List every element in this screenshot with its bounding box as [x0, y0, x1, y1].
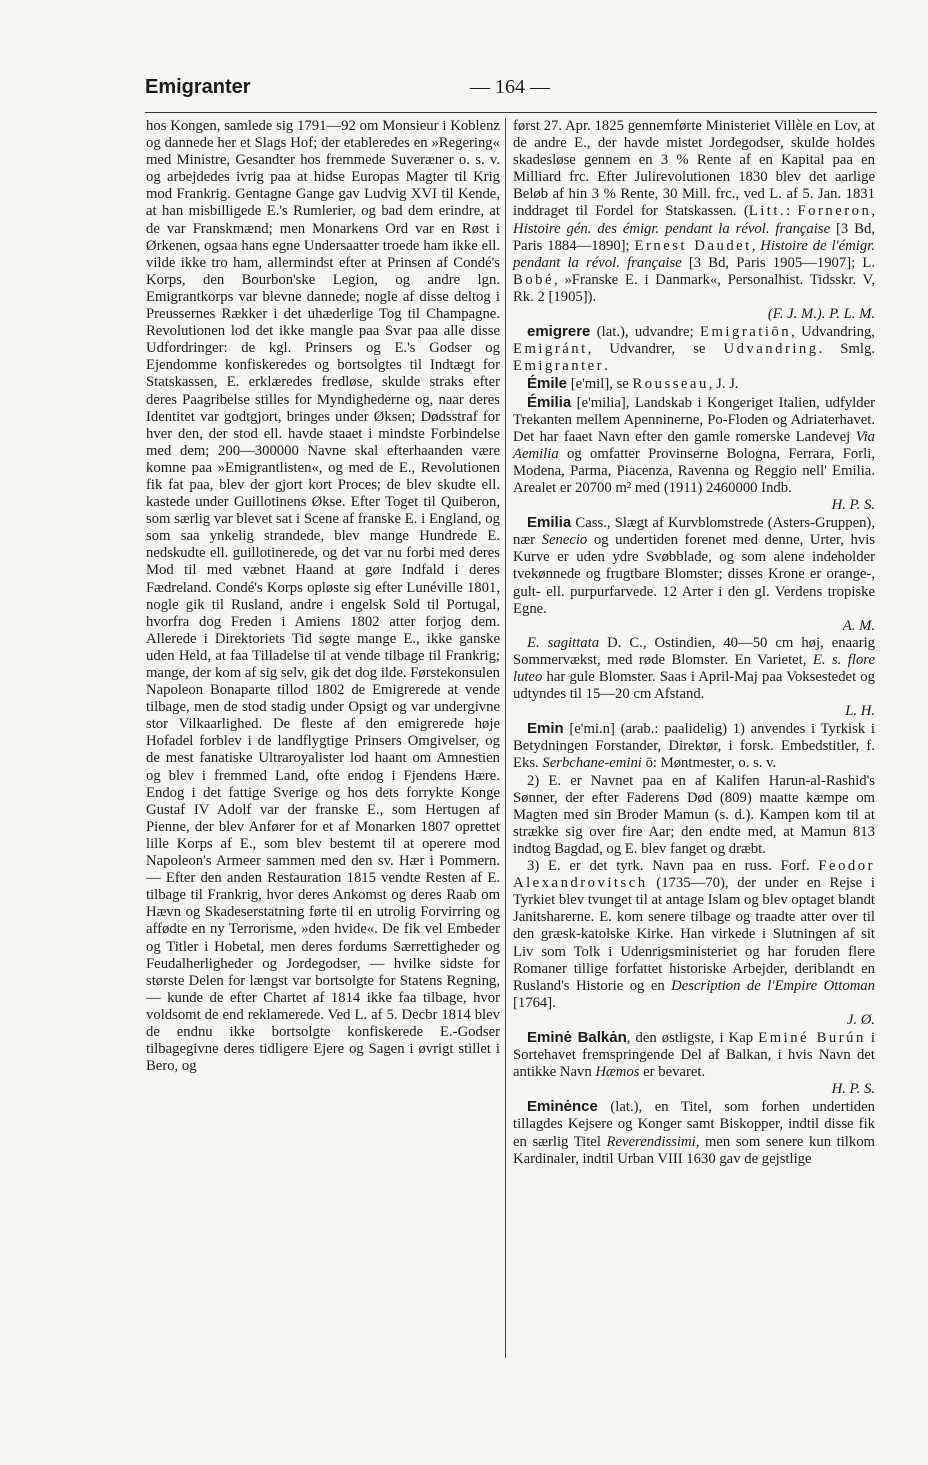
headword: Eminė Balkȧn: [527, 1028, 627, 1046]
running-head-word: Emigranter: [145, 76, 251, 98]
entry-emile: Émile [e'mil], se Rousseau, J. J.: [527, 375, 739, 393]
entry-eminence: Eminėnce (lat.), en Titel, som forhen undertiden tillagdes Kejsere og Konger samt Biskopper, indtil disse fik en særlig Titel Reverendissimi, men som senere kun tilkom Kardinaler, indtil Urban VIII 1630 gav de gejstlige: [513, 1098, 875, 1167]
signature: J. Ø.: [846, 1011, 875, 1028]
entry-emilia-plant: Emilia Cass., Slægt af Kurvblomstrede (Asters-Gruppen), nær Senecio og undertiden forenet med denne, Urter, hvis Kurve er uden ydre Svøbblade, og som alene indeholder tvekønnede og frugtbare Blomster; disses Krone er orange-, gult- ell. purpurfarvede. 12 Arter i den gl. Verdens tropiske Egne. A. M.: [513, 514, 875, 634]
signature: (F. J. M.). P. L. M.: [767, 306, 875, 323]
headword: emigrere: [527, 323, 591, 341]
entry-emilia: Émilia [e'milia], Landskab i Kongeriget Italien, udfylder Trekanten mellem Apenninerne, Po-Floden og Adriaterhavet. Det har faaet Navn efter den gamle romerske Landevej Via Aemilia og omfatter Provinserne Bologna, Ferrara, Forli, Modena, Parma, Piacenza, Ravenna og Reggio nell' Emilia. Arealet er 20700 m² med (1911) 2460000 Indb. H. P. S.: [513, 393, 875, 514]
entry-emin-3: 3) E. er det tyrk. Navn paa en russ. Forf. Feodor Alexandrovitsch (1735—70), der under en Rejse i Tyrkiet blev tvunget til at antage Islam og blev optaget blandt Janitsharerne. E. kom senere tilbage og traadte atter over til den græsk-katolske Kirke. Han virkede i Slutningen af sit Liv som Tolk i Udenrigsministeriet og har foruden flere Romaner tillige forfattet historiske Arbejder, deriblandt en Rusland's Historie og en Description de l'Empire Ottoman [1764]. J. Ø.: [513, 858, 875, 1028]
entry-emilia-sagittata: E. sagittata D. C., Ostindien, 40—50 cm høj, enaarig Sommervækst, med røde Blomster. En Varietet, E. s. flore luteo har gule Blomster. Saas i April-Maj paa Voksestedet og udtyndes til 15—20 cm Afstand. L. H.: [513, 634, 876, 720]
column-divider: [505, 118, 506, 1358]
right-column: [513, 118, 875, 1168]
entry-emin-2: 2) E. er Navnet paa en af Kalifen Harun-al-Rashid's Sønner, der efter Faderens Død (809) maatte kæmpe om Magten med sin Broder Mamun (s. d.). Kampen kom til at strække sig over fire Aar; den endte med, at Mamun 813 indtog Bagdad, og E. blev fanget og dræbt.: [513, 772, 875, 857]
signature: H. P. S.: [831, 497, 875, 514]
signature: L. H.: [845, 703, 875, 720]
signature: H. P. S.: [831, 1081, 875, 1098]
header-rule: [145, 112, 877, 113]
headword: Émilia: [527, 393, 572, 411]
entry-emigrere: emigrere (lat.), udvandre; Emigratiōn, Udvandring, Emigránt, Udvandrer, se Udvandring. Smlg. Emigranter.: [513, 323, 875, 375]
page-header: [145, 74, 875, 104]
emigranter-continuation: hos Kongen, samlede sig 1791—92 om Monsieur i Koblenz og dannede her et Slags Hof; der etableredes en »Regering« med Ministre, Gesandter hos fremmede Suveræner o. s. v. og arbejdedes ivrig paa at hidse Europas Magter til Krig mod Frankrig. Gentagne Gange gav Ludvig XVI til Kende, at han misbilligede E.'s Rumlerier, og bad dem erindre, at de var Franskmænd; men Monarkens Ord var en Røst i Ørkenen, ogsaa hans egne Undersaatter troede ham ikke ell. vilde ikke tro ham, allermindst efter at Prinsen af Condé's Korps, den Bourbon'ske Legion, og andre lgn. Emigrantkorps var blevne dannede; nogle af disse deltog i Preussernes Rækker i det uhæderlige Tog til Champagne. Revolutionen lod det ikke mangle paa Svar paa alle disse Udfordringer: de kgl. Prinsers og E.'s Godser og Ejendomme konfiskeredes og bortsolgtes til Indtægt for Statskassen, E. erklæredes fredløse, skulde straks efter deres Paagribelse stilles for Myndighederne og, naar deres Identitet var godtgjort, bringes under Øksen; Dødsstraf for hver den, der stod ell. havde staaet i mindste Forbindelse med dem; 200—300000 Navne skal efterhaanden være komne paa »Emigrantlisten«, og med de E., Revolutionen fik fat paa, blev der gjort kort Proces; de blev skudte ell. kastede under Guillotinens Økse. Efter Toget til Quiberon, som særlig var blevet sat i Scene af franske E. i England, og som saa ynkelig strandede, blev mange Hundrede E. nedskudte ell. guillotinerede, og det var nu forbi med deres Mod til med væbnet Haand at gøre Indfald i deres Fædreland. Condé's Korps opløste sig efter Lunéville 1801, nogle gik til Rusland, andre i engelsk Sold til Portugal, hvorfra dog Freden i Amiens 1802 atter forjog dem. Allerede i Direktoriets Tid søgte mange E., ikke ganske uden Held, at faa Tilladelse til at vende tilbage til Frankrig; mange, der kom af sig selv, gik det dog ilde. Førstekonsulen Napoleon Bonaparte tillod 1802 de Emigrerede at vende tilbage, men de stod stadig under Opsigt og var undergivne stor Vilkaarlighed. De fleste af den emigrerede høje Hofadel forblev i de landflygtige Prinsers Omgivelser, og de mest fanatiske Ultraroyalister lod haant om Amnestien og blev i fremmed Land, ofte endog i Fjendens Hære. Endog i det fattige Sverige og hos dets forrykte Konge Gustaf IV Adolf var der franske E., som Hertugen af Pienne, der blev Anfører for et af Monarken 1807 oprettet lille Korps af E., som blev bestemt til at operere mod Napoleon's Armeer sammen med den sv. Hær i Pommern. — Efter den anden Restauration 1815 vendte Resten af E. tilbage til Frankrig, hvor deres Ankomst og deres Raab om Hævn og Skadeserstatning førte til en utrolig Forvirring og affødte en ny Terrorisme, »den hvide«. De fik vel Embeder og Titler i Hobetal, men deres fordums Særrettigheder og Feudalherligheder og Jordegodser, — hvilke sidste for største Delen for længst var bortsolgte for Statens Regning, — kunde de efter Chartet af 1814 ikke faa tilbage, hvor voldsomt de end reklamerede. Ved L. af 5. Decbr 1814 blev de endnu ikke bortsolgte konfiskerede E.-Godser tilbagegivne deres tidligere Ejere og Sagen i øvrigt stillet i Bero, og: [146, 118, 500, 1075]
headword: Emilia: [527, 514, 572, 532]
left-column: [146, 118, 500, 1075]
emigranter-continuation-right: først 27. Apr. 1825 gennemførte Ministeriet Villèle en Lov, at de andre E., der havde mistet Jordegodser, skulde holdes skadesløse gennem en 3 % Rente af en Kapital paa en Milliard frc. Efter Julirevolutionen 1830 blev det aarlige Beløb af hin 3 % Rente, 30 Mill. frc., ved L. af 5. Jan. 1831 inddraget til Fordel for Statskassen. (Litt.: Forneron, Histoire gén. des émigr. pendant la révol. française [3 Bd, Paris 1884—1890]; Ernest Daudet, Histoire de l'émigr. pendant la révol. française [3 Bd, Paris 1905—1907]; L. Bobé, »Franske E. i Danmark«, Personalhist. Tidsskr. V, Rk. 2 [1905]). (F. J. M.). P. L. M.: [513, 118, 876, 323]
signature: A. M.: [842, 617, 875, 634]
entry-emine-balkan: Eminė Balkȧn, den østligste, i Kap Eminé Burún i Sortehavet fremspringende Del af Balkan, i hvis Navn det antikke Navn Hæmos er bevaret. H. P. S.: [513, 1028, 875, 1098]
page-number: — 164 —: [470, 76, 550, 98]
headword: Émile: [527, 375, 568, 393]
headword: Emin: [527, 720, 564, 738]
headword: Eminėnce: [527, 1098, 598, 1116]
entry-emin: Emin [e'mi.n] (arab.: paalidelig) 1) anvendes i Tyrkisk i Betydningen Forstander, Direktør, i forsk. Embedstitler, f. Eks. Serbchane-emini ō: Møntmester, o. s. v.: [513, 720, 875, 772]
